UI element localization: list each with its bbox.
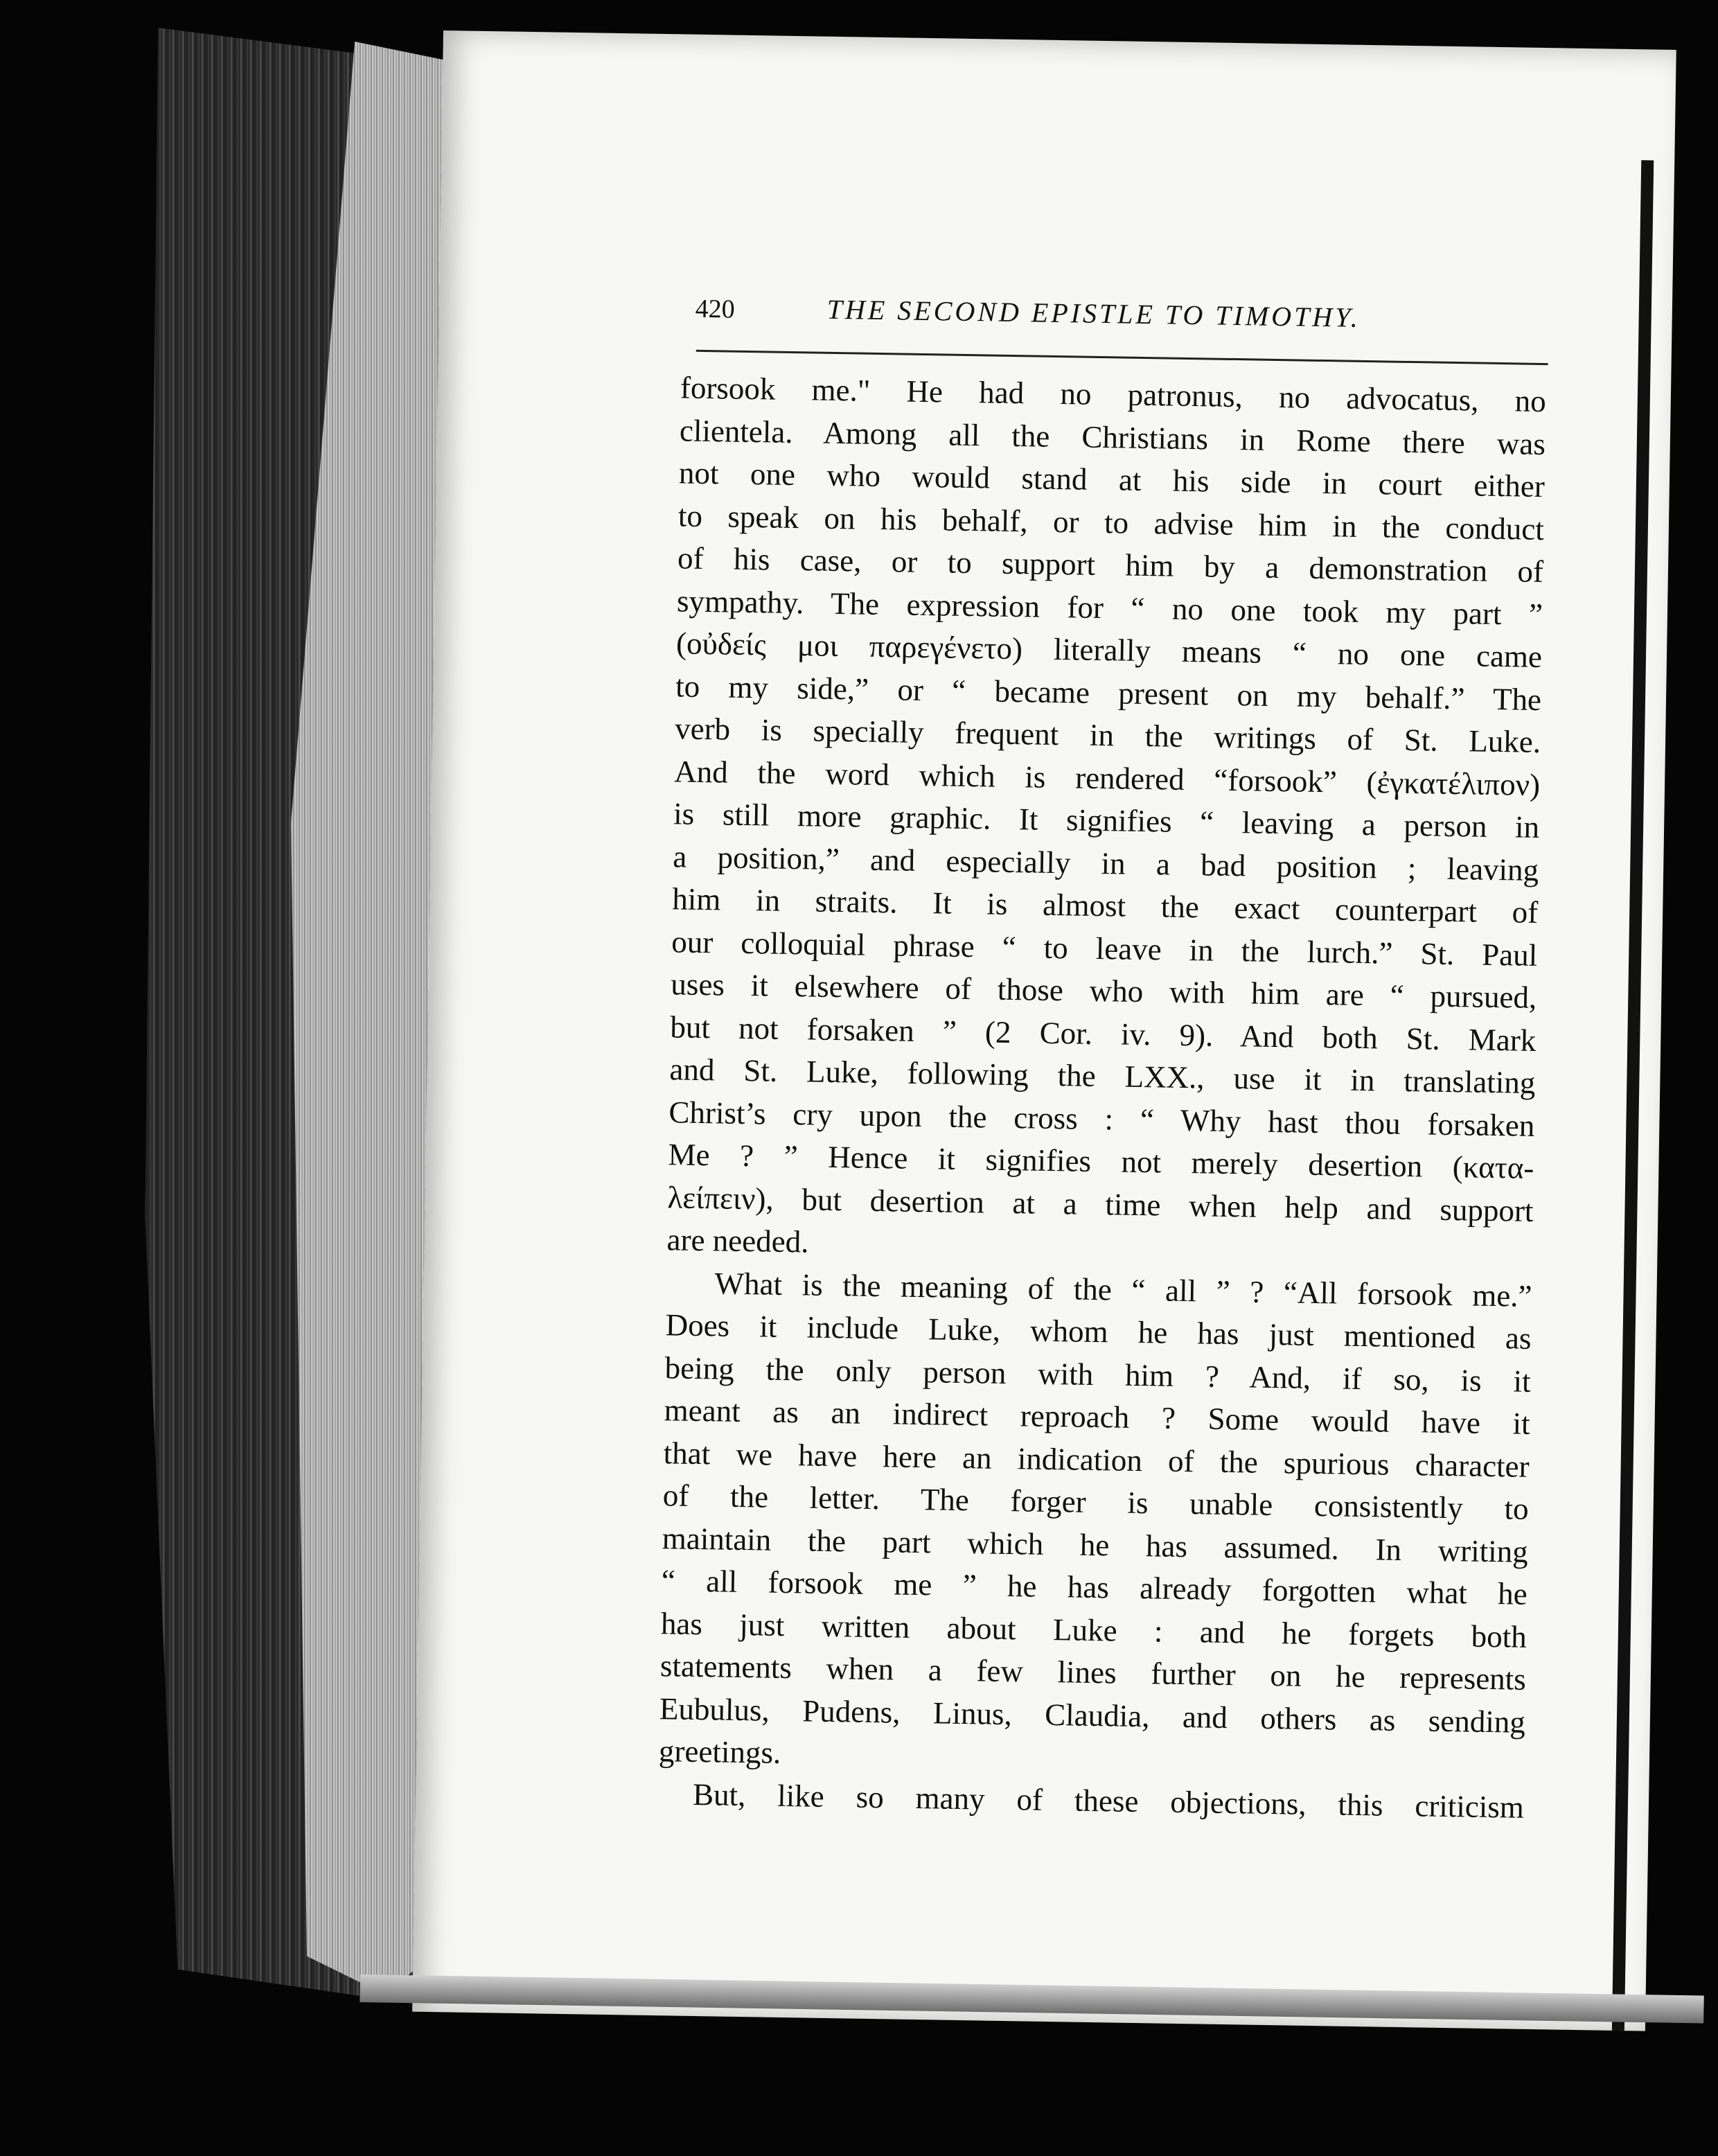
text-line: (οὐδείς μοι παρεγένετο) literally means “ no one came bbox=[675, 626, 1543, 675]
text-line: forsook me." He had no patronus, no advocatus, no bbox=[680, 370, 1547, 419]
header-rule bbox=[696, 350, 1548, 365]
text-line: But, like so many of these objections, this criticism bbox=[692, 1776, 1525, 1825]
text-line: λείπειν), but desertion at a time when help and support bbox=[667, 1179, 1534, 1228]
text-line: And the word which is rendered “forsook” (ἐγκατέλιπον) bbox=[673, 753, 1541, 802]
text-line: but not forsaken ” (2 Cor. iv. 9). And both St. Mark bbox=[670, 1009, 1537, 1058]
text-line: a position,” and especially in a bad position ; leaving bbox=[672, 838, 1539, 887]
text-line: is still more graphic. It signifies “ leaving a person in bbox=[673, 796, 1540, 845]
page-header bbox=[695, 291, 1492, 352]
running-title: THE SECOND EPISTLE TO TIMOTHY. bbox=[826, 293, 1361, 333]
paragraph-2 bbox=[659, 1262, 1532, 1787]
text-line: uses it elsewhere of those who with him are “ pursued, bbox=[671, 966, 1537, 1015]
text-line: of the letter. The forger is unable consistently to bbox=[662, 1478, 1530, 1526]
text-line: “ all forsook me ” he has already forgotten what he bbox=[661, 1563, 1528, 1611]
text-line: are needed. bbox=[666, 1222, 809, 1260]
text-line: of his case, or to support him by a demonstration of bbox=[677, 540, 1544, 590]
text-line: and St. Luke, following the LXX., use it in translating bbox=[669, 1052, 1536, 1100]
text-line: Eubulus, Pudens, Linus, Claudia, and others as sending bbox=[659, 1690, 1526, 1740]
text-line: sympathy. The expression for “ no one took my part ” bbox=[676, 583, 1543, 632]
text-line: being the only person with him ? And, if so, is it bbox=[664, 1350, 1531, 1399]
text-line: meant as an indirect reproach ? Some would have it bbox=[664, 1393, 1531, 1441]
text-line: that we have here an indication of the spurious character bbox=[663, 1435, 1530, 1484]
text-line: Does it include Luke, whom he has just mentioned as bbox=[665, 1307, 1532, 1356]
text-line: our colloquial phrase “ to leave in the lurch.” St. Paul bbox=[671, 924, 1538, 973]
page-right-edge bbox=[1611, 160, 1654, 2031]
text-line: has just written about Luke : and he forgets both bbox=[660, 1605, 1527, 1654]
text-line: maintain the part which he has assumed. In writing bbox=[662, 1520, 1529, 1569]
text-line: statements when a few lines further on he represents bbox=[659, 1648, 1527, 1697]
book-page bbox=[412, 30, 1676, 2031]
text-line: him in straits. It is almost the exact counterpart of bbox=[671, 881, 1539, 930]
text-line: clientela. Among all the Christians in Rome there was bbox=[679, 412, 1546, 461]
text-line: Christ’s cry upon the cross : “ Why hast thou forsaken bbox=[668, 1094, 1535, 1143]
text-line: not one who would stand at his side in court either bbox=[678, 455, 1546, 504]
body-text bbox=[658, 366, 1547, 1828]
page-number: 420 bbox=[695, 294, 736, 324]
text-line: Me ? ” Hence it signifies not merely desertion (κατα- bbox=[668, 1137, 1534, 1185]
text-line: to my side,” or “ became present on my behalf.” The bbox=[675, 668, 1542, 717]
text-line: verb is specially frequent in the writings of St. Luke. bbox=[674, 711, 1541, 760]
text-line: to speak on his behalf, or to advise him in the conduct bbox=[678, 497, 1545, 547]
paragraph-1 bbox=[666, 366, 1546, 1275]
text-line: greetings. bbox=[658, 1733, 781, 1770]
text-line: What is the meaning of the “ all ” ? “All forsook me.” bbox=[714, 1265, 1532, 1314]
